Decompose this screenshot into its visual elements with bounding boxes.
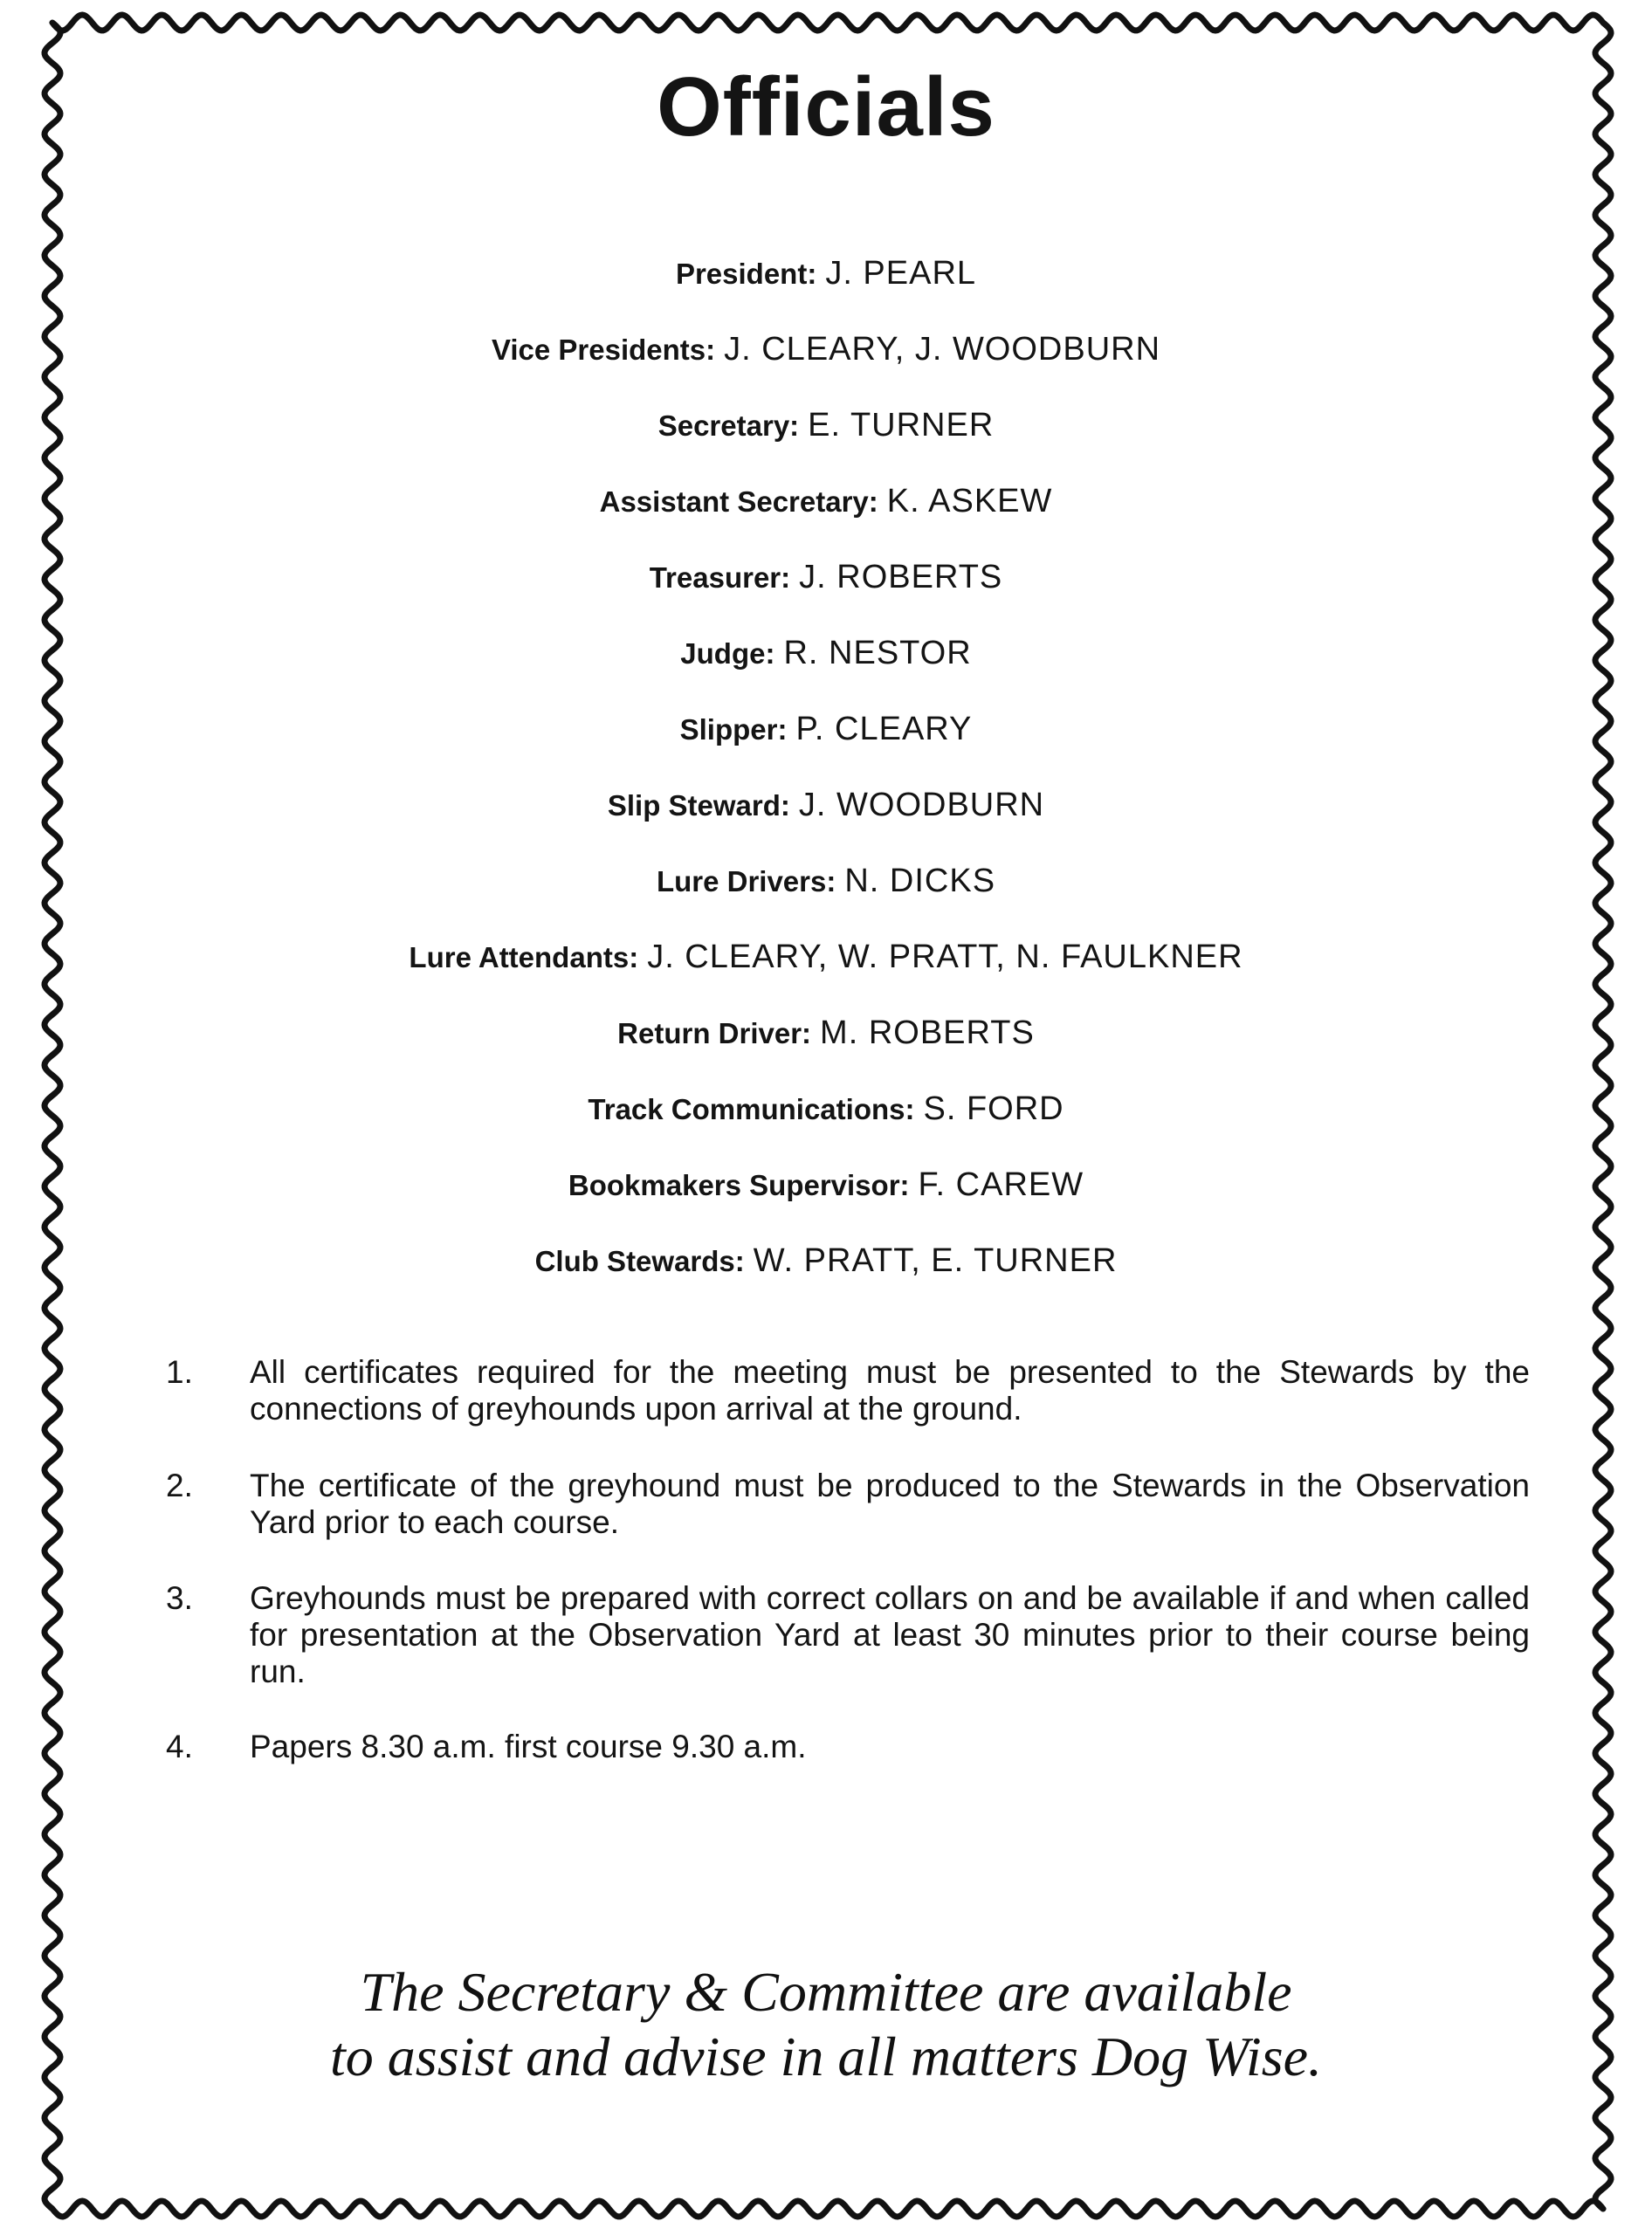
page-title: Officials [657,60,995,154]
footer-note [0,1960,1652,2089]
rule-text: All certificates required for the meeting must be presented to the Stewards by the connections of greyhounds upon arrival at the ground. [250,1354,1530,1427]
official-lure-attendants [0,931,1652,983]
official-treasurer [0,551,1652,603]
official-assistant-secretary [0,475,1652,527]
official-role: Treasurer: [649,561,791,594]
official-role: Bookmakers Supervisor: [568,1169,910,1201]
official-slip-steward [0,779,1652,831]
rule-number: 1. [166,1354,193,1390]
rule-text: Papers 8.30 a.m. first course 9.30 a.m. [250,1729,807,1764]
official-lure-drivers [0,855,1652,907]
official-return-driver [0,1007,1652,1059]
official-name: J. PEARL [825,255,977,292]
official-name: J. CLEARY, W. PRATT, N. FAULKNER [647,939,1243,975]
rule-text: Greyhounds must be prepared with correct collars on and be available if and when called for presentation at the Observation Yard at least 30 minutes prior to their course being run. [250,1580,1530,1689]
rule-number: 3. [166,1580,193,1616]
official-bookmakers-supervisor [0,1159,1652,1211]
official-role: Secretary: [657,409,800,442]
official-president [0,247,1652,299]
official-name: P. CLEARY [795,711,973,747]
official-role: Club Stewards: [534,1245,745,1277]
official-name: M. ROBERTS [820,1014,1035,1051]
official-name: F. CAREW [918,1166,1084,1203]
official-role: Lure Drivers: [656,865,836,897]
official-role: President: [675,258,817,290]
official-name: J. WOODBURN [798,787,1045,823]
official-name: J. CLEARY, J. WOODBURN [724,331,1161,368]
official-name: S. FORD [923,1090,1064,1127]
footer-line-1: The Secretary & Committee are available [360,1961,1292,2023]
official-role: Slip Steward: [607,789,790,822]
official-name: J. ROBERTS [799,559,1003,595]
official-role: Judge: [680,637,775,670]
footer-line-2: to assist and advise in all matters Dog Wise. [330,2025,1322,2087]
official-track-communications [0,1083,1652,1135]
official-slipper [0,703,1652,755]
official-name: E. TURNER [808,407,995,444]
official-name: W. PRATT, E. TURNER [753,1242,1118,1279]
official-secretary [0,399,1652,451]
official-vice-presidents [0,323,1652,375]
rule-number: 4. [166,1729,193,1764]
official-name: N. DICKS [844,863,996,899]
official-role: Track Communications: [588,1093,915,1125]
official-role: Vice Presidents: [491,334,716,366]
official-name: K. ASKEW [886,483,1053,519]
official-role: Slipper: [679,713,788,746]
rule-number: 2. [166,1468,193,1503]
rule-text: The certificate of the greyhound must be produced to the Stewards in the Observation Yard prior to each course. [250,1468,1530,1540]
official-name: R. NESTOR [783,635,972,671]
official-role: Assistant Secretary: [599,485,878,518]
official-role: Lure Attendants: [409,941,639,973]
official-role: Return Driver: [617,1017,812,1049]
official-judge [0,627,1652,679]
official-club-stewards [0,1234,1652,1287]
